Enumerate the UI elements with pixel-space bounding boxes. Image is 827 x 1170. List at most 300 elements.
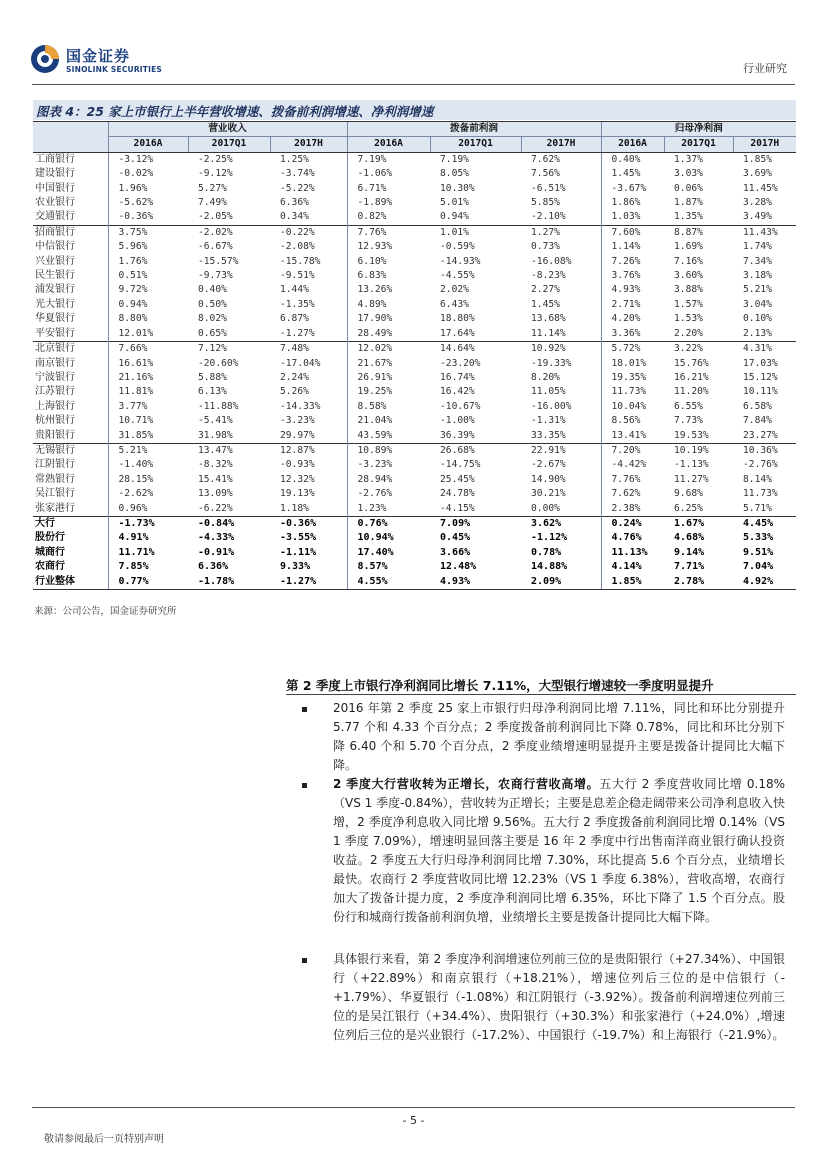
value-cell: -9.12% [198,168,233,180]
value-cell: 4.93% [601,283,664,297]
value-cell: 5.27% [198,182,227,194]
value-cell: -1.73% [108,516,188,531]
value-cell: 7.84% [743,415,772,427]
value-cell: 0.40% [601,152,664,167]
table-corner [33,122,108,137]
table-row [33,283,796,297]
period-header: 2017Q1 [430,137,521,152]
value-cell: -14.93% [440,255,481,267]
value-cell: 12.48% [440,561,477,573]
table-row [33,414,796,428]
value-cell: 2.38% [601,502,664,517]
value-cell: 31.85% [108,429,188,444]
group-header-ppop: 拨备前利润 [347,122,601,137]
brand-name-en: SINOLINK SECURITIES [66,65,163,74]
value-cell: 15.12% [743,371,778,383]
value-cell: -3.23% [347,458,430,472]
value-cell: 23.27% [743,429,778,441]
value-cell: 3.69% [743,168,772,180]
value-cell: 1.01% [430,225,521,240]
table-row [33,225,796,240]
table-row [33,327,796,342]
value-cell: 5.26% [280,386,309,398]
bank-name-cell: 工商银行 [35,153,75,165]
value-cell: 3.49% [743,211,772,223]
value-cell: 3.88% [674,284,703,296]
value-cell: 26.68% [430,443,521,458]
value-cell: 13.09% [198,488,233,500]
value-cell: 0.51% [108,269,188,283]
paragraph-q2-summary: 2016 年第 2 季度 25 家上市银行归母净利润同比增 7.11%，同比和环比分别提升 5.77 个和 4.33 个百分点；2 季度拨备前利润同比下降 0.78%，同比和环比分别下降 6.40 个和 5.70 个百分点，2 季度业绩增速明显提升主要是拨备计提同比大幅下降。 [333,701,785,772]
value-cell: 7.48% [270,342,347,357]
value-cell: 14.64% [430,342,521,357]
value-cell: 6.58% [743,400,772,412]
footer-disclaimer: 敬请参阅最后一页特别声明 [44,1134,164,1145]
table-row [33,385,796,399]
value-cell: 6.83% [347,269,430,283]
value-cell: 12.32% [280,473,315,485]
value-cell: -0.22% [270,225,347,240]
value-cell: 1.96% [108,182,188,196]
value-cell: -0.93% [280,459,315,471]
table-row [33,196,796,210]
value-cell: 13.26% [347,283,430,297]
value-cell: 6.87% [280,313,309,325]
bank-name-cell: 上海银行 [35,400,75,412]
value-cell: -3.74% [280,168,315,180]
value-cell: 2.27% [531,284,560,296]
value-cell: 9.14% [674,546,705,558]
value-cell: -3.67% [601,182,664,196]
bank-name-cell: 招商银行 [33,225,108,240]
value-cell: 0.06% [674,182,703,194]
value-cell: 4.93% [430,575,521,590]
value-cell: 1.53% [674,313,703,325]
value-cell: -1.31% [531,415,566,427]
value-cell: 18.80% [440,313,475,325]
value-cell: 0.10% [743,313,772,325]
value-cell: 7.09% [430,516,521,531]
table-row [33,516,796,531]
value-cell: 1.57% [674,298,703,310]
value-cell: -1.89% [347,196,430,210]
value-cell: 17.03% [743,357,778,369]
value-cell: 8.87% [664,225,733,240]
value-cell: 21.16% [108,371,188,385]
value-cell: 15.41% [198,473,233,485]
value-cell: 12.93% [347,240,430,254]
value-cell: 5.96% [108,240,188,254]
table-row [33,458,796,472]
value-cell: -1.27% [270,575,347,590]
bank-name-cell: 浦发银行 [35,284,75,296]
value-cell: 0.82% [347,210,430,225]
value-cell: -9.51% [280,270,315,282]
value-cell: 11.81% [108,385,188,399]
value-cell: 2.24% [280,371,309,383]
value-cell: 3.77% [108,400,188,414]
table-row [33,298,796,312]
value-cell: 19.25% [347,385,430,399]
value-cell: 18.01% [601,357,664,371]
value-cell: 11.73% [743,488,778,500]
table-body [33,152,796,589]
period-header: 2016A [601,137,664,152]
value-cell: 6.25% [674,502,703,514]
value-cell: 4.31% [733,342,796,357]
bank-growth-table [33,121,796,590]
value-cell: 30.21% [531,488,566,500]
value-cell: 4.92% [733,575,796,590]
period-header: 2016A [347,137,430,152]
bullet-dot-icon [302,707,307,712]
value-cell: 12.87% [270,443,347,458]
value-cell: 3.18% [743,270,772,282]
value-cell: -20.60% [198,357,239,369]
bank-name-cell: 华夏银行 [35,313,75,325]
value-cell: 1.74% [743,241,772,253]
value-cell: 9.72% [108,283,188,297]
value-cell: 1.35% [674,211,703,223]
bank-name-cell: 杭州银行 [35,415,75,427]
table-period-header [33,137,796,152]
value-cell: 1.44% [280,284,309,296]
value-cell: -23.20% [440,357,481,369]
value-cell: 13.47% [188,443,270,458]
value-cell: 1.45% [601,167,664,181]
value-cell: 1.45% [531,298,560,310]
value-cell: 7.19% [440,153,469,165]
value-cell: 0.40% [198,284,227,296]
table-row [33,371,796,385]
value-cell: 0.77% [108,575,188,590]
value-cell: 0.45% [440,532,471,544]
value-cell: 7.49% [198,197,227,209]
value-cell: 17.40% [347,546,430,560]
value-cell: 6.43% [440,298,469,310]
value-cell: 8.57% [347,560,430,574]
value-cell: 6.36% [198,561,229,573]
section-heading-rule [286,694,796,695]
bank-name-cell: 农业银行 [35,197,75,209]
table-row [33,152,796,167]
table-row [33,560,796,574]
value-cell: 11.27% [674,473,709,485]
table-row [33,357,796,371]
value-cell: 0.96% [108,502,188,517]
value-cell: -5.41% [198,415,233,427]
value-cell: 31.98% [198,429,233,441]
bullet-dot-icon [302,783,307,788]
table-row [33,487,796,501]
value-cell: 0.50% [198,298,227,310]
value-cell: -5.62% [108,196,188,210]
value-cell: 11.73% [601,385,664,399]
value-cell: 17.90% [347,312,430,326]
sinolink-logo-icon [30,44,60,74]
value-cell: 7.12% [188,342,270,357]
value-cell: 16.21% [674,371,709,383]
value-cell: 28.49% [347,327,430,342]
value-cell: -0.91% [198,546,235,558]
value-cell: -2.67% [531,459,566,471]
value-cell: 9.68% [674,488,703,500]
value-cell: 5.88% [198,371,227,383]
bank-name-cell: 光大银行 [35,298,75,310]
value-cell: 7.04% [743,561,774,573]
value-cell: 1.37% [674,153,703,165]
value-cell: -6.51% [531,182,566,194]
period-header: 2017H [733,137,796,152]
group-header-revenue: 营业收入 [108,122,347,137]
value-cell: 7.71% [674,561,705,573]
value-cell: 1.67% [664,516,733,531]
bank-name-cell: 大行 [33,516,108,531]
table-row [33,400,796,414]
value-cell: 12.02% [347,342,430,357]
value-cell: 7.19% [347,152,430,167]
value-cell: -8.23% [531,270,566,282]
value-cell: -3.23% [280,415,315,427]
value-cell: 2.09% [521,575,601,590]
value-cell: -2.62% [108,487,188,501]
period-header: 2017Q1 [664,137,733,152]
bank-name-cell: 宁波银行 [35,371,75,383]
bank-name-cell: 农商行 [35,561,65,573]
value-cell: 3.66% [440,546,471,558]
value-cell: 12.01% [108,327,188,342]
bank-name-cell: 兴业银行 [35,255,75,267]
value-cell: 4.91% [108,531,188,545]
value-cell: -8.32% [198,459,233,471]
brand-name-cn: 国金证券 [66,47,131,65]
value-cell: 1.86% [601,196,664,210]
value-cell: 3.22% [664,342,733,357]
value-cell: 3.76% [601,269,664,283]
value-cell: 10.36% [733,443,796,458]
value-cell: 1.14% [601,240,664,254]
table-row [33,531,796,545]
value-cell: 13.41% [601,429,664,444]
value-cell: 16.42% [440,386,475,398]
table-row [33,575,796,590]
value-cell: 8.02% [198,313,227,325]
value-cell: -1.78% [188,575,270,590]
value-cell: -14.75% [440,459,481,471]
value-cell: 2.02% [440,284,469,296]
value-cell: -15.78% [280,255,321,267]
value-cell: 4.20% [601,312,664,326]
value-cell: 3.28% [743,197,772,209]
value-cell: 14.90% [531,473,566,485]
value-cell: 7.62% [601,487,664,501]
section-heading: 第 2 季度上市银行净利润同比增长 7.11%，大型银行增速较一季度明显提升 [286,678,714,693]
value-cell: -2.02% [188,225,270,240]
value-cell: 4.14% [601,560,664,574]
table-row [33,210,796,225]
value-cell: 0.76% [347,516,430,531]
value-cell: 7.56% [531,168,560,180]
value-cell: 0.73% [531,241,560,253]
value-cell: 21.04% [347,414,430,428]
value-cell: 7.60% [601,225,664,240]
value-cell: -16.00% [531,400,572,412]
value-cell: 4.45% [733,516,796,531]
period-header: 2017H [521,137,601,152]
value-cell: -11.88% [198,400,239,412]
table-row [33,269,796,283]
value-cell: 36.39% [440,429,475,441]
sinolink-logo [30,44,170,78]
figure-title: 图表 4：25 家上市银行上半年营收增速、拨备前利润增速、净利润增速 [36,104,434,119]
value-cell: 7.62% [531,153,560,165]
value-cell: -1.35% [280,298,315,310]
bank-name-cell: 民生银行 [35,270,75,282]
value-cell: 5.21% [108,443,188,458]
table-row [33,342,796,357]
period-header: 2017H [270,137,347,152]
table-row [33,240,796,254]
bank-name-cell: 江阴银行 [35,459,75,471]
value-cell: 7.76% [601,473,664,487]
paragraph-bank-ranking: 具体银行来看，第 2 季度净利润增速位列前三位的是贵阳银行（+27.34%）、中国银行（+22.89%）和南京银行（+18.21%），增速位列后三位的是中信银行（-+1.79%）、华夏银行（-1.08%）和江阴银行（-3.92%）。拨备前利润增速位列前三位的是吴江银行（+34.4%）、贵阳银行（+30.3%）和张家港行（+24.0%）,增速位列后三位的是兴业银行（-17.2%）、中国银行（-19.7%）和上海银行（-21.9%）。 [333,952,785,1042]
value-cell: 19.53% [674,429,709,441]
bank-name-cell: 江苏银行 [35,386,75,398]
value-cell: 11.20% [674,386,709,398]
value-cell: -9.73% [198,270,233,282]
table-row [33,429,796,444]
value-cell: 10.30% [440,182,475,194]
value-cell: 7.34% [743,255,772,267]
value-cell: 1.03% [601,210,664,225]
value-cell: 10.04% [601,400,664,414]
value-cell: 2.13% [743,327,772,339]
value-cell: -3.55% [280,532,317,544]
value-cell: 8.58% [347,400,430,414]
value-cell: 2.71% [601,298,664,312]
value-cell: 6.71% [347,182,430,196]
bullet-dot-icon [302,958,307,963]
value-cell: 0.65% [198,327,227,339]
value-cell: 3.62% [521,516,601,531]
value-cell: 1.23% [347,502,430,517]
value-cell: 3.75% [108,225,188,240]
value-cell: 29.97% [280,429,315,441]
table-row [33,312,796,326]
value-cell: -2.25% [198,153,233,165]
bank-name-cell: 张家港行 [35,502,75,514]
value-cell: 5.01% [440,197,469,209]
value-cell: 1.76% [108,255,188,269]
paragraph-body: 五大行 2 季度营收同比增 0.18%（VS 1 季度-0.84%），营收转为正增长；主要是息差企稳走阔带来公司净利息收入快增，2 季度净利息收入同比增 9.56%。五大行 2 季度拨备前利润同比增 0.14%（VS 1 季度 7.09%），增速明显回落主要是 16 年 2 季度中行出售南洋商业银行确认投资收益。2 季度五大行归母净利润同比增 7.30%，环比提高 5.6 个百分点，业绩增长最快。农商行 2 季度营收同比增 12.23%（VS 1 季度 6.38%），营收高增，农商行加大了拨备计提力度，2 季度净利润同比增 6.35%，环比下降了 1.5 个百分点。股份行和城商行拨备前利润负增，业绩增长主要是拨备计提同比大幅下降。 [333,777,785,924]
value-cell: -17.04% [280,357,321,369]
table-group-header [33,122,796,137]
value-cell: 11.71% [108,546,188,560]
value-cell: -0.36% [270,516,347,531]
value-cell: -15.57% [198,255,239,267]
value-cell: 9.33% [280,561,311,573]
value-cell: 10.11% [743,386,778,398]
table-row [33,502,796,517]
value-cell: -1.40% [108,458,188,472]
value-cell: 5.72% [601,342,664,357]
value-cell: -1.00% [440,415,475,427]
value-cell: 4.76% [601,531,664,545]
value-cell: 9.51% [743,546,774,558]
value-cell: -10.67% [440,400,481,412]
value-cell: -16.08% [531,255,572,267]
table-row [33,167,796,181]
value-cell: 7.20% [601,443,664,458]
period-header: 2017Q1 [188,137,270,152]
value-cell: 28.94% [347,473,430,487]
bank-name-cell: 南京银行 [35,357,75,369]
bank-name-cell: 中信银行 [35,241,75,253]
bank-name-cell: 建设银行 [35,168,75,180]
footer-divider [32,1107,795,1108]
value-cell: 7.73% [674,415,703,427]
value-cell: 24.78% [440,488,475,500]
value-cell: 19.13% [280,488,315,500]
value-cell: 1.69% [674,241,703,253]
value-cell: 8.80% [108,312,188,326]
value-cell: 26.91% [347,371,430,385]
value-cell: 19.35% [601,371,664,385]
group-header-net-profit: 归母净利润 [601,122,796,137]
value-cell: -3.12% [108,152,188,167]
bank-name-cell: 无锡银行 [33,443,108,458]
value-cell: -6.67% [198,241,233,253]
bank-name-cell: 北京银行 [33,342,108,357]
value-cell: 5.33% [743,532,774,544]
value-cell: 0.24% [601,516,664,531]
value-cell: 1.85% [601,575,664,590]
value-cell: 7.16% [674,255,703,267]
bank-name-cell: 中国银行 [35,182,75,194]
value-cell: 22.91% [521,443,601,458]
value-cell: 10.92% [521,342,601,357]
value-cell: 10.89% [347,443,430,458]
value-cell: 1.18% [280,502,309,514]
page-number: - 5 - [402,1114,425,1127]
value-cell: 1.27% [521,225,601,240]
bank-name-cell: 城商行 [35,546,65,558]
value-cell: 28.15% [108,473,188,487]
value-cell: 10.71% [108,414,188,428]
value-cell: 11.13% [601,546,664,560]
value-cell: 11.45% [743,182,778,194]
value-cell: -19.33% [531,357,572,369]
value-cell: 0.94% [108,298,188,312]
value-cell: -2.10% [531,211,566,223]
value-cell: -0.59% [440,241,475,253]
value-cell: 16.74% [440,371,475,383]
value-cell: 3.03% [674,168,703,180]
report-category: 行业研究 [743,62,787,75]
value-cell: -1.06% [347,167,430,181]
value-cell: 6.10% [347,255,430,269]
table-row [33,443,796,458]
value-cell: -14.33% [280,400,321,412]
value-cell: 7.26% [601,255,664,269]
value-cell: -1.11% [280,546,317,558]
value-cell: -5.22% [280,182,315,194]
value-cell: 15.76% [674,357,709,369]
value-cell: 7.85% [108,560,188,574]
bank-name-cell: 交通银行 [35,211,75,223]
value-cell: 4.68% [674,532,705,544]
value-cell: 10.19% [664,443,733,458]
